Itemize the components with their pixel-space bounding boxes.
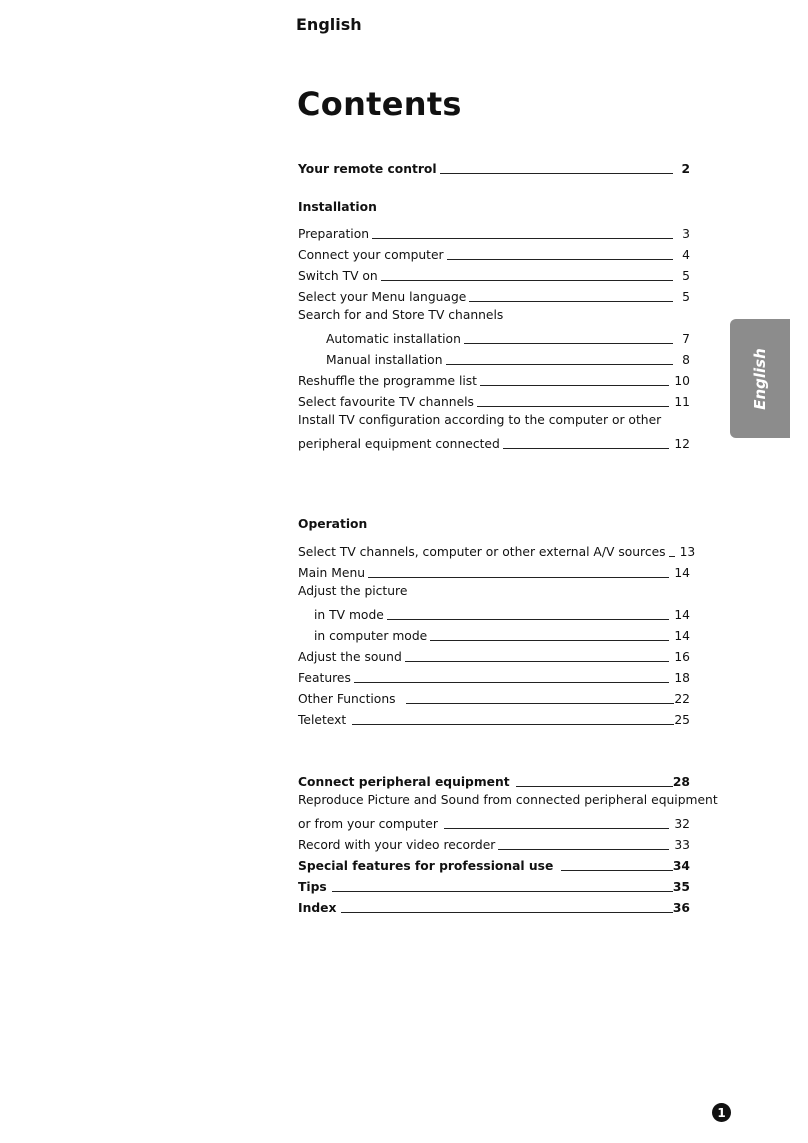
toc-entry-page: 5 bbox=[682, 290, 690, 304]
toc-entry-page: 11 bbox=[674, 395, 690, 409]
toc-entry-label: Features bbox=[298, 671, 351, 685]
toc-entry-label: Adjust the sound bbox=[298, 650, 402, 664]
toc-entry-connect-peripheral[interactable] bbox=[298, 769, 690, 790]
page-number-badge: 1 bbox=[712, 1103, 731, 1122]
dot-leader bbox=[430, 640, 669, 641]
toc-entry-page: 12 bbox=[674, 437, 690, 451]
dot-leader bbox=[405, 661, 670, 662]
toc-entry-label: or from your computer bbox=[298, 817, 438, 831]
toc-entry-label: in computer mode bbox=[314, 629, 428, 643]
toc-group-label: Install TV configuration according to the computer or other bbox=[298, 413, 662, 427]
toc-entry-label: Other Functions bbox=[298, 692, 396, 706]
toc-entry-label: peripheral equipment connected bbox=[298, 437, 500, 451]
dot-leader bbox=[368, 577, 669, 578]
toc-entry[interactable] bbox=[298, 602, 690, 623]
dot-leader bbox=[332, 891, 673, 892]
toc-group-label: Search for and Store TV channels bbox=[298, 308, 504, 322]
dot-leader bbox=[444, 828, 669, 829]
dot-leader bbox=[477, 406, 669, 407]
dot-leader bbox=[387, 619, 670, 620]
toc-entry-tips[interactable] bbox=[298, 874, 690, 895]
dot-leader bbox=[561, 870, 673, 871]
toc-entry-label: Select your Menu language bbox=[298, 290, 467, 304]
toc-entry[interactable] bbox=[298, 686, 690, 707]
dot-leader bbox=[354, 682, 669, 683]
dot-leader bbox=[480, 385, 669, 386]
page-title: Contents bbox=[297, 85, 462, 123]
toc-entry-label: Tips bbox=[298, 880, 327, 894]
toc-entry[interactable] bbox=[298, 644, 690, 665]
toc-entry-label: Select favourite TV channels bbox=[298, 395, 474, 409]
toc-entry[interactable] bbox=[298, 832, 690, 853]
dot-leader bbox=[447, 259, 673, 260]
toc-entry-label: Index bbox=[298, 901, 337, 915]
toc-entry[interactable] bbox=[298, 623, 690, 644]
dot-leader bbox=[516, 786, 673, 787]
toc-entry[interactable] bbox=[298, 242, 690, 263]
language-header: English bbox=[296, 15, 362, 34]
toc-entry-page: 3 bbox=[682, 227, 690, 241]
toc-entry[interactable] bbox=[298, 221, 690, 242]
dot-leader bbox=[464, 343, 673, 344]
toc-entry-label: Preparation bbox=[298, 227, 370, 241]
toc-entry-page: 32 bbox=[674, 817, 690, 831]
toc-entry-page: 22 bbox=[674, 692, 690, 706]
toc-entry[interactable] bbox=[298, 347, 690, 368]
toc-entry-index[interactable] bbox=[298, 895, 690, 916]
section-heading-installation: Installation bbox=[298, 200, 377, 214]
toc-entry-page: 33 bbox=[674, 838, 690, 852]
toc-entry-page: 35 bbox=[672, 880, 690, 894]
dot-leader bbox=[498, 849, 669, 850]
dot-leader bbox=[341, 912, 672, 913]
toc-entry-label: Switch TV on bbox=[298, 269, 378, 283]
dot-leader bbox=[469, 301, 673, 302]
toc-entry-label: Automatic installation bbox=[326, 332, 461, 346]
dot-leader bbox=[440, 173, 673, 174]
toc-entry-label: Special features for professional use bbox=[298, 859, 554, 873]
dot-leader bbox=[503, 448, 670, 449]
dot-leader bbox=[352, 724, 674, 725]
dot-leader bbox=[372, 238, 673, 239]
toc-entry-label: in TV mode bbox=[314, 608, 384, 622]
toc-entry[interactable] bbox=[298, 665, 690, 686]
toc-entry-page: 16 bbox=[674, 650, 690, 664]
toc-entry-label: Your remote control bbox=[298, 162, 437, 176]
language-side-tab bbox=[730, 319, 790, 438]
toc-entry-label: Connect peripheral equipment bbox=[298, 775, 510, 789]
toc-entry-page: 14 bbox=[674, 566, 690, 580]
toc-entry-page: 10 bbox=[674, 374, 690, 388]
toc-entry-page: 34 bbox=[672, 859, 690, 873]
toc-entry-page: 7 bbox=[682, 332, 690, 346]
dot-leader bbox=[381, 280, 673, 281]
toc-entry[interactable] bbox=[298, 263, 690, 284]
toc-entry-page: 36 bbox=[672, 901, 690, 915]
toc-entry[interactable] bbox=[298, 811, 690, 832]
toc-entry-label: Record with your video recorder bbox=[298, 838, 496, 852]
toc-entry-page: 14 bbox=[674, 608, 690, 622]
toc-entry-page: 5 bbox=[682, 269, 690, 283]
toc-entry-label: Manual installation bbox=[326, 353, 443, 367]
toc-entry-label: Connect your computer bbox=[298, 248, 444, 262]
toc-entry[interactable] bbox=[298, 431, 690, 452]
dot-leader bbox=[446, 364, 674, 365]
toc-entry-page: 4 bbox=[682, 248, 690, 262]
toc-entry[interactable] bbox=[298, 389, 690, 410]
toc-entry-label: Reshuffle the programme list bbox=[298, 374, 478, 388]
toc-entry-label: Main Menu bbox=[298, 566, 366, 580]
toc-entry-page: 28 bbox=[672, 775, 690, 789]
toc-entry-label: Teletext bbox=[298, 713, 347, 727]
dot-leader bbox=[406, 703, 675, 704]
toc-entry-remote-control[interactable] bbox=[298, 156, 690, 177]
toc-entry[interactable] bbox=[298, 707, 690, 728]
toc-group-label: Adjust the picture bbox=[298, 584, 408, 598]
toc-entry-label: Select TV channels, computer or other external A/V sources bbox=[298, 545, 666, 559]
toc-entry-page: 18 bbox=[674, 671, 690, 685]
toc-entry-page: 25 bbox=[674, 713, 690, 727]
toc-group-label: Reproduce Picture and Sound from connected peripheral equipment bbox=[298, 793, 718, 807]
toc-entry[interactable] bbox=[298, 368, 690, 389]
dot-leader bbox=[669, 556, 675, 557]
toc-entry-page: 2 bbox=[681, 162, 690, 176]
toc-entry-page: 13 bbox=[679, 545, 696, 559]
toc-entry[interactable] bbox=[298, 539, 696, 560]
toc-entry[interactable] bbox=[298, 560, 690, 581]
toc-entry-page: 8 bbox=[682, 353, 690, 367]
side-tab-label: English bbox=[751, 347, 769, 410]
toc-entry-page: 14 bbox=[674, 629, 690, 643]
section-heading-operation: Operation bbox=[298, 517, 368, 531]
toc-entry[interactable] bbox=[298, 326, 690, 347]
toc-entry-special-features[interactable] bbox=[298, 853, 690, 874]
toc-entry[interactable] bbox=[298, 284, 690, 305]
